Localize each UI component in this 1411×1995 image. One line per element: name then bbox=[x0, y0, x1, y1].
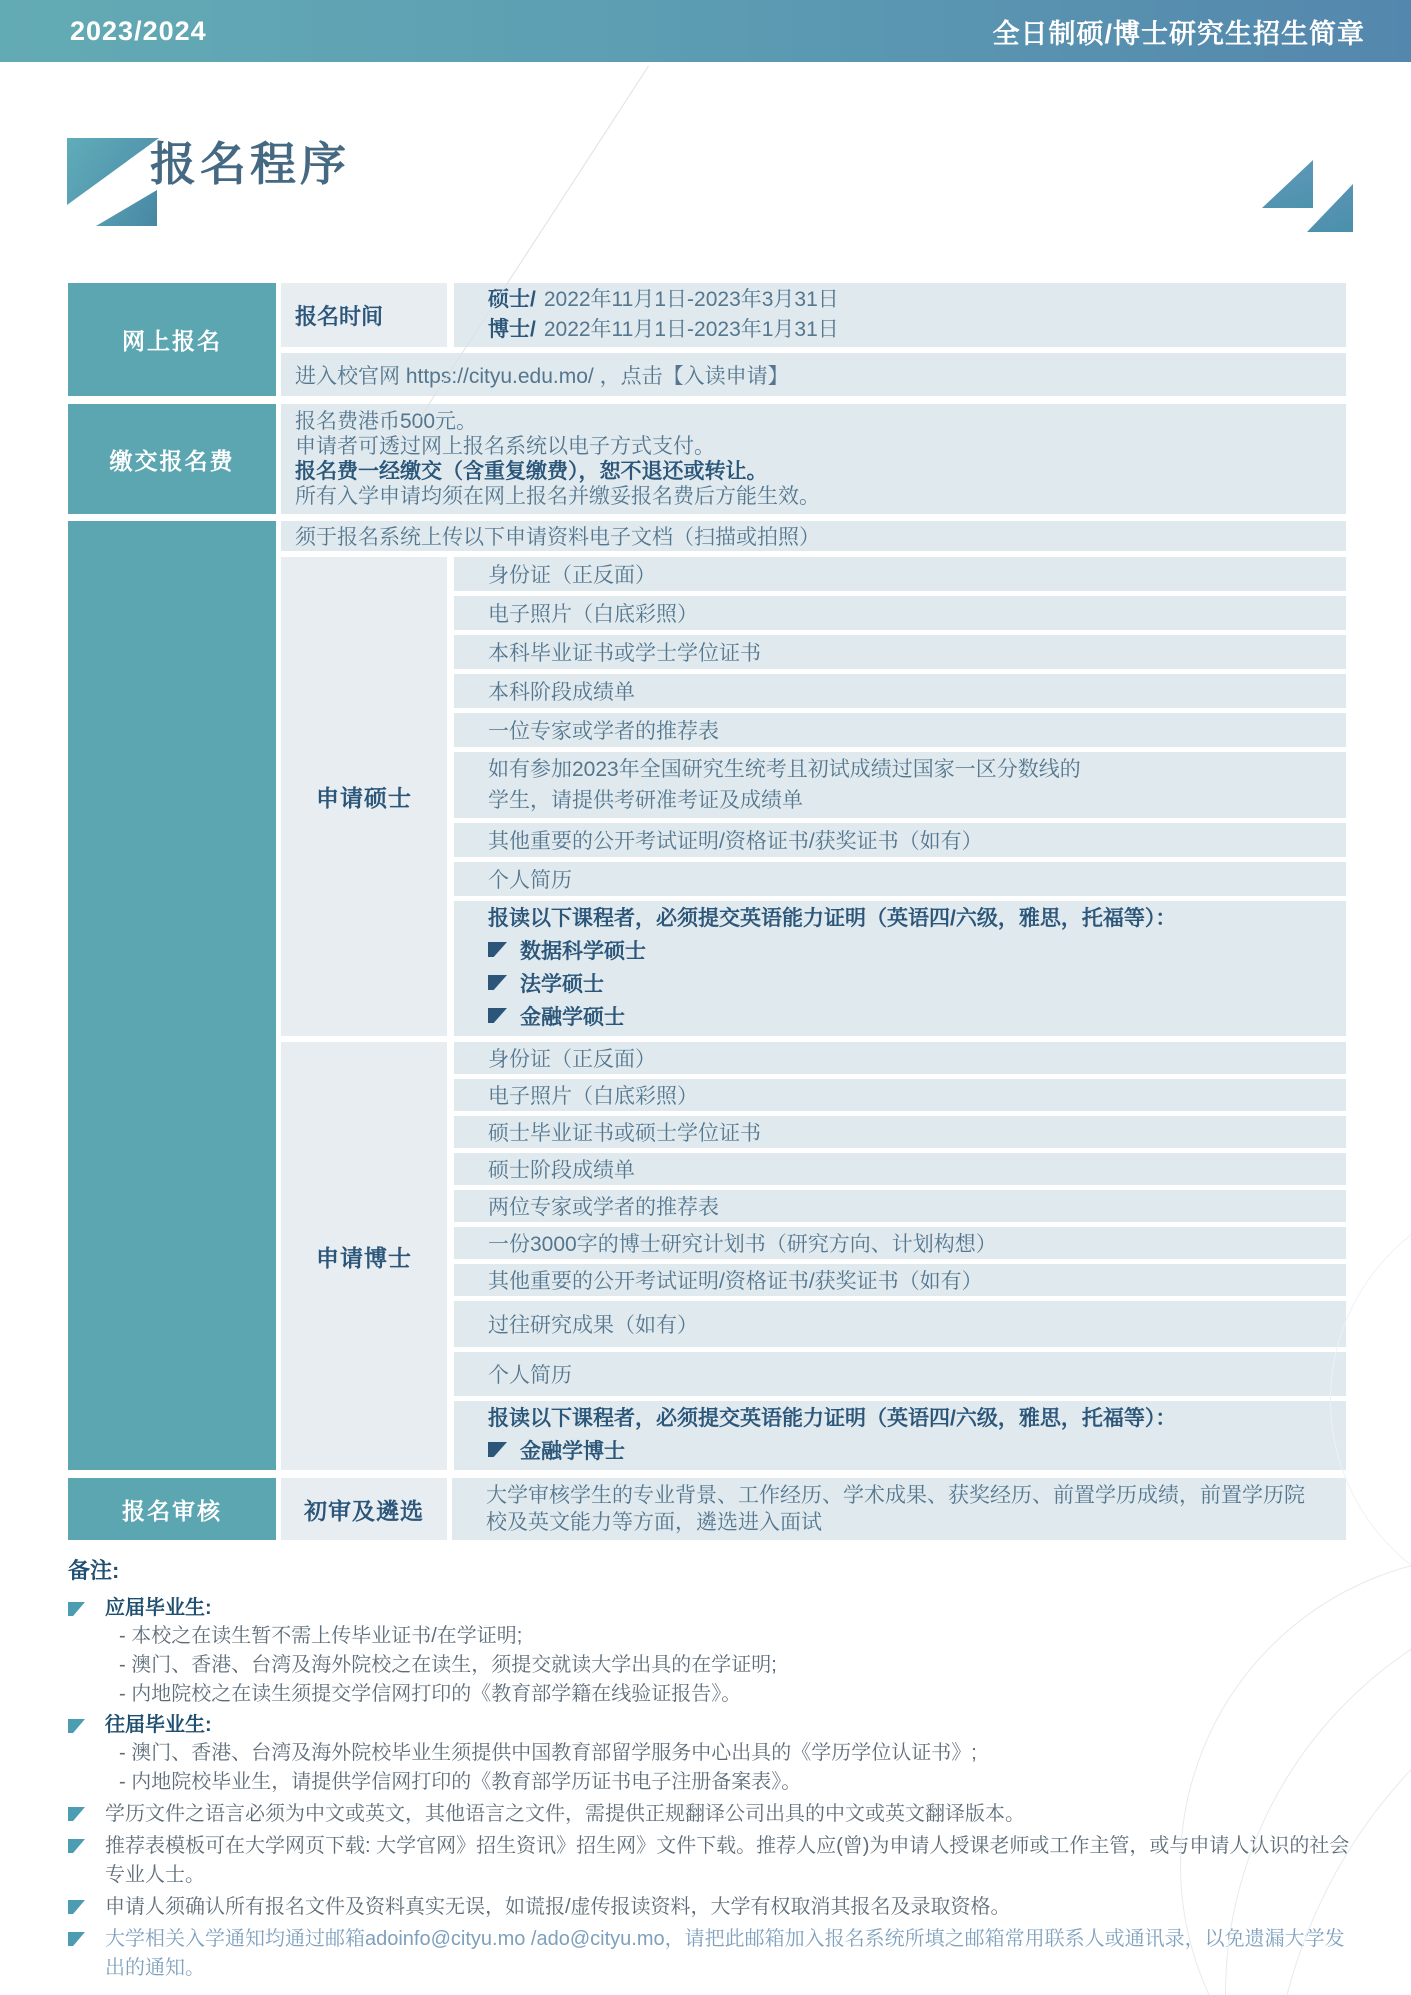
note-sub-line: - 内地院校毕业生，请提供学信网打印的《教育部学历证书电子注册备案表》。 bbox=[119, 1771, 802, 1793]
master-item: 其他重要的公开考试证明/资格证书/获奖证书（如有） bbox=[454, 823, 1346, 857]
flag-bullet-icon bbox=[68, 1602, 85, 1616]
registration-time-cell bbox=[454, 283, 1346, 347]
flag-bullet-icon bbox=[68, 1839, 85, 1853]
doctor-item: 身份证（正反面） bbox=[454, 1042, 1346, 1074]
review-stage-label: 初审及遴选 bbox=[281, 1478, 447, 1540]
corner-triangle-icon bbox=[1262, 160, 1313, 208]
doctor-item: 个人简历 bbox=[454, 1352, 1346, 1396]
row-application-fee bbox=[68, 404, 1346, 514]
doctor-item: 硕士阶段成绩单 bbox=[454, 1153, 1346, 1185]
fee-label: 缴交报名费 bbox=[68, 404, 276, 514]
flag-bullet-icon bbox=[488, 1008, 507, 1023]
doctor-item: 电子照片（白底彩照） bbox=[454, 1079, 1346, 1111]
note-past-graduates bbox=[68, 1712, 1353, 1797]
title-block bbox=[0, 62, 1411, 283]
master-program: 金融学硕士 bbox=[488, 999, 1322, 1032]
header-title: 全日制硕/博士研究生招生简章 bbox=[992, 18, 1365, 49]
header-bar bbox=[0, 0, 1411, 62]
note-sub-line: - 澳门、香港、台湾及海外院校之在读生，须提交就读大学出具的在学证明; bbox=[119, 1654, 777, 1676]
flag-bullet-icon bbox=[68, 1900, 85, 1914]
note-sub-line: - 澳门、香港、台湾及海外院校毕业生须提供中国教育部留学服务中心出具的《学历学位认证书》; bbox=[119, 1742, 977, 1764]
doctor-item: 过往研究成果（如有） bbox=[454, 1301, 1346, 1347]
page-title: 报名程序 bbox=[150, 138, 350, 190]
master-item: 电子照片（白底彩照） bbox=[454, 596, 1346, 630]
apply-master-label: 申请硕士 bbox=[281, 557, 447, 1036]
master-program: 数据科学硕士 bbox=[488, 933, 1322, 966]
master-item: 如有参加2023年全国研究生统考且初试成绩过国家一区分数线的学生，请提供考研准考证及成绩单 bbox=[454, 752, 1346, 818]
master-upload-block bbox=[281, 557, 1346, 1036]
fee-details-cell bbox=[281, 404, 1346, 514]
doctor-upload-block bbox=[281, 1042, 1346, 1470]
master-english-note: 报读以下课程者，必须提交英语能力证明（英语四/六级，雅思，托福等）： bbox=[488, 907, 1177, 930]
notes-section bbox=[68, 1554, 1353, 1983]
doctor-english-note: 报读以下课程者，必须提交英语能力证明（英语四/六级，雅思，托福等）： bbox=[488, 1407, 1177, 1430]
flag-bullet-icon bbox=[68, 1719, 85, 1733]
note-item: 推荐表模板可在大学网页下载: 大学官网》招生资讯》招生网》文件下载。推荐人应(曾)为申请人授课老师或工作主管，或与申请人认识的社会专业人士。 bbox=[68, 1832, 1353, 1890]
row-online-registration bbox=[68, 283, 1346, 396]
doctor-item: 硕士毕业证书或硕士学位证书 bbox=[454, 1116, 1346, 1148]
flag-bullet-icon bbox=[488, 1442, 507, 1457]
master-item: 身份证（正反面） bbox=[454, 557, 1346, 591]
brand-triangle-small-icon bbox=[96, 190, 157, 226]
note-item: 申请人须确认所有报名文件及资料真实无误，如谎报/虚传报读资料，大学有权取消其报名及录取资格。 bbox=[68, 1893, 1353, 1922]
doctor-period: 2022年11月1日-2023年1月31日 bbox=[543, 318, 839, 341]
website-instruction: 进入校官网 https://cityu.edu.mo/ ，点击【入读申请】 bbox=[281, 353, 1346, 396]
registration-time-label: 报名时间 bbox=[281, 283, 447, 347]
doctor-prefix: 博士/ bbox=[488, 318, 536, 341]
upload-header: 须于报名系统上传以下申请资料电子文档（扫描或拍照） bbox=[281, 521, 1346, 551]
doctor-item: 一份3000字的博士研究计划书（研究方向、计划构想） bbox=[454, 1227, 1346, 1259]
doctor-item: 两位专家或学者的推荐表 bbox=[454, 1190, 1346, 1222]
note-fresh-graduates bbox=[68, 1595, 1353, 1709]
doctor-item: 其他重要的公开考试证明/资格证书/获奖证书（如有） bbox=[454, 1264, 1346, 1296]
brand-triangle-icon bbox=[67, 138, 159, 205]
flag-bullet-icon bbox=[488, 942, 507, 957]
application-procedure-table bbox=[68, 283, 1346, 1540]
fee-line-3: 报名费一经缴交（含重复缴费），恕不退还或转让。 bbox=[295, 460, 768, 483]
upload-section-spacer bbox=[68, 521, 276, 1470]
note-sub-line: - 内地院校之在读生须提交学信网打印的《教育部学籍在线验证报告》。 bbox=[119, 1683, 742, 1705]
master-item: 本科阶段成绩单 bbox=[454, 674, 1346, 708]
master-prefix: 硕士/ bbox=[488, 288, 536, 311]
fee-line-4: 所有入学申请均须在网上报名并缴妥报名费后方能生效。 bbox=[295, 485, 820, 508]
doctor-program: 金融学博士 bbox=[488, 1433, 1322, 1466]
master-item: 本科毕业证书或学士学位证书 bbox=[454, 635, 1346, 669]
master-program: 法学硕士 bbox=[488, 966, 1322, 999]
notes-title: 备注: bbox=[68, 1558, 120, 1583]
row-review bbox=[68, 1478, 1346, 1540]
online-registration-label: 网上报名 bbox=[68, 283, 276, 396]
fee-line-1: 报名费港币500元。 bbox=[295, 410, 478, 433]
master-period-line bbox=[488, 285, 1346, 315]
flag-bullet-icon bbox=[68, 1807, 85, 1821]
note-sub-line: - 本校之在读生暂不需上传毕业证书/在学证明; bbox=[119, 1625, 523, 1647]
note-group-heading: 应届毕业生: bbox=[105, 1597, 212, 1619]
fee-line-2: 申请者可透过网上报名系统以电子方式支付。 bbox=[295, 435, 715, 458]
flag-bullet-icon bbox=[68, 1932, 85, 1946]
master-item: 个人简历 bbox=[454, 862, 1346, 896]
note-item-email-notice: 大学相关入学通知均通过邮箱adoinfo@cityu.mo /ado@cityu.mo，请把此邮箱加入报名系统所填之邮箱常用联系人或通讯录，以免遗漏大学发出的通知。 bbox=[68, 1925, 1353, 1983]
row-upload-documents bbox=[68, 521, 1346, 1470]
note-item: 学历文件之语言必须为中文或英文，其他语言之文件，需提供正规翻译公司出具的中文或英文翻译版本。 bbox=[68, 1800, 1353, 1829]
note-group-heading: 往届毕业生: bbox=[105, 1714, 212, 1736]
master-period: 2022年11月1日-2023年3月31日 bbox=[543, 288, 839, 311]
corner-triangle-small-icon bbox=[1307, 184, 1353, 232]
doctor-english-requirement bbox=[454, 1401, 1346, 1470]
review-description: 大学审核学生的专业背景、工作经历、学术成果、获奖经历、前置学历成绩，前置学历院校及英文能力等方面，遴选进入面试 bbox=[452, 1478, 1346, 1540]
doctor-period-line bbox=[488, 315, 1346, 345]
master-item: 一位专家或学者的推荐表 bbox=[454, 713, 1346, 747]
master-english-requirement bbox=[454, 901, 1346, 1036]
flag-bullet-icon bbox=[488, 975, 507, 990]
review-label: 报名审核 bbox=[68, 1478, 276, 1540]
apply-doctor-label: 申请博士 bbox=[281, 1042, 447, 1470]
header-edition: 2023/2024 bbox=[70, 15, 207, 46]
